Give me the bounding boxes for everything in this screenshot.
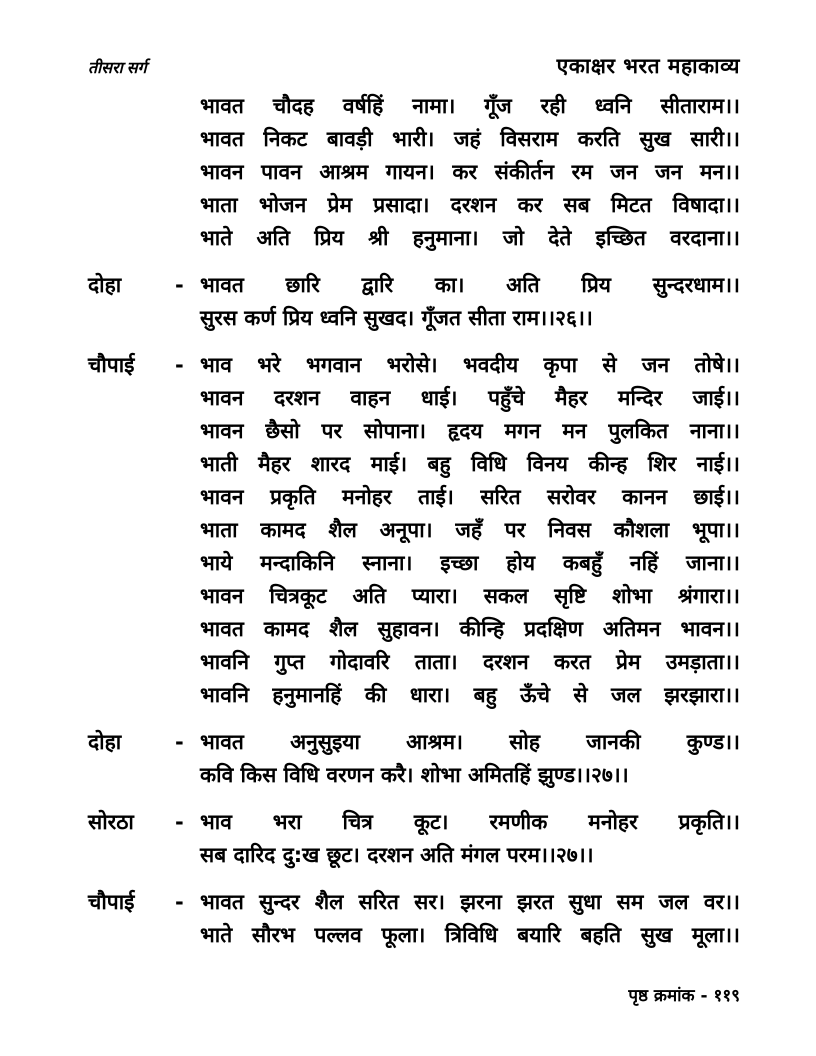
verse-line: भावन चित्रकूट अति प्यारा। सकल सृष्टि शोभा श्रंगारा।। xyxy=(200,584,740,608)
verse-line: भावत चौदह वर्षहिं नामा। गूँज रही ध्वनि सीताराम।। xyxy=(200,94,740,118)
page-header xyxy=(88,52,740,80)
verse-line: भावत अनुसुइया आश्रम। सोह जानकी कुण्ड।। xyxy=(200,730,740,754)
verse-separator-dash: - xyxy=(175,730,184,754)
verse-line: भावत छारि द्वारि का। अति प्रिय सुन्दरधाम।। xyxy=(200,273,740,297)
chapter-title: तीसरा सर्ग xyxy=(88,60,147,77)
verse-block xyxy=(88,806,740,872)
verse-line: भावनि गुप्त गोदावरि ताता। दरशन करत प्रेम उमड़ाता।। xyxy=(200,650,740,674)
verse-block xyxy=(88,269,740,335)
verse-line: भावत निकट बावड़ी भारी। जहं विसराम करति सुख सारी।। xyxy=(200,127,740,151)
verse-type-label: दोहा xyxy=(88,273,122,297)
verse-type-label: चौपाई xyxy=(88,890,135,914)
verse-line: भावन प्रकृति मनोहर ताई। सरित सरोवर कानन छाई।। xyxy=(200,485,740,509)
verse-block xyxy=(88,349,740,712)
verse-type-label: दोहा xyxy=(88,730,122,754)
verse-line: भाता कामद शैल अनूपा। जहँ पर निवस कौशला भूपा।। xyxy=(200,518,740,542)
verse-blocks xyxy=(88,90,740,952)
verse-line: भाये मन्दाकिनि स्नाना। इच्छा होय कबहुँ नहिं जाना।। xyxy=(200,551,740,575)
verse-lines xyxy=(200,886,740,952)
verse-line: भाव भरे भगवान भरोसे। भवदीय कृपा से जन तोषे।। xyxy=(200,353,740,377)
verse-line: भाता भोजन प्रेम प्रसादा। दरशन कर सब मिटत विषादा।। xyxy=(200,193,740,217)
verse-line: भावत कामद शैल सुहावन। कीन्हि प्रदक्षिण अतिमन भावन।। xyxy=(200,617,740,641)
verse-separator-dash: - xyxy=(175,273,184,297)
verse-lines xyxy=(200,806,740,872)
verse-lines xyxy=(200,269,740,335)
verse-line: भावत सुन्दर शैल सरित सर। झरना झरत सुधा सम जल वर।। xyxy=(200,890,740,914)
verse-separator-dash: - xyxy=(175,890,184,914)
verse-lines xyxy=(200,90,740,255)
verse-block xyxy=(88,726,740,792)
verse-line: भावन पावन आश्रम गायन। कर संकीर्तन रम जन जन मन।। xyxy=(200,160,740,184)
verse-type-label: सोरठा xyxy=(88,810,134,834)
verse-type-label: चौपाई xyxy=(88,353,135,377)
verse-line: भावन छैसो पर सोपाना। हृदय मगन मन पुलकित नाना।। xyxy=(200,419,740,443)
verse-line: भावनि हनुमानहिं की धारा। बहु ऊँचे से जल झरझारा।। xyxy=(200,683,740,707)
verse-line: सब दारिद दु:ख छूट। दरशन अति मंगल परम।।२७।। xyxy=(200,843,594,867)
verse-line: भाती मैहर शारद माई। बहु विधि विनय कीन्ह शिर नाई।। xyxy=(200,452,740,476)
book-title: एकाक्षर भरत महाकाव्य xyxy=(556,54,740,78)
verse-block xyxy=(88,90,740,255)
verse-separator-dash: - xyxy=(175,353,184,377)
verse-block xyxy=(88,886,740,952)
verse-line: भावन दरशन वाहन धाई। पहुँचे मैहर मन्दिर जाई।। xyxy=(200,386,740,410)
verse-line: भाते अति प्रिय श्री हनुमाना। जो देते इच्छित वरदाना।। xyxy=(200,226,740,250)
verse-line: कवि किस विधि वरणन करै। शोभा अमितहिं झुण्ड।।२७।। xyxy=(200,763,629,787)
verse-line: सुरस कर्ण प्रिय ध्वनि सुखद। गूँजत सीता राम।।२६।। xyxy=(200,306,593,330)
verse-lines xyxy=(200,349,740,712)
verse-line: भाव भरा चित्र कूट। रमणीक मनोहर प्रकृति।। xyxy=(200,810,740,834)
verse-separator-dash: - xyxy=(175,810,184,834)
verse-line: भाते सौरभ पल्लव फूला। त्रिविधि बयारि बहति सुख मूला।। xyxy=(200,923,740,947)
page-number: पृष्ठ क्रमांक - ११९ xyxy=(628,986,740,1006)
verse-lines xyxy=(200,726,740,792)
